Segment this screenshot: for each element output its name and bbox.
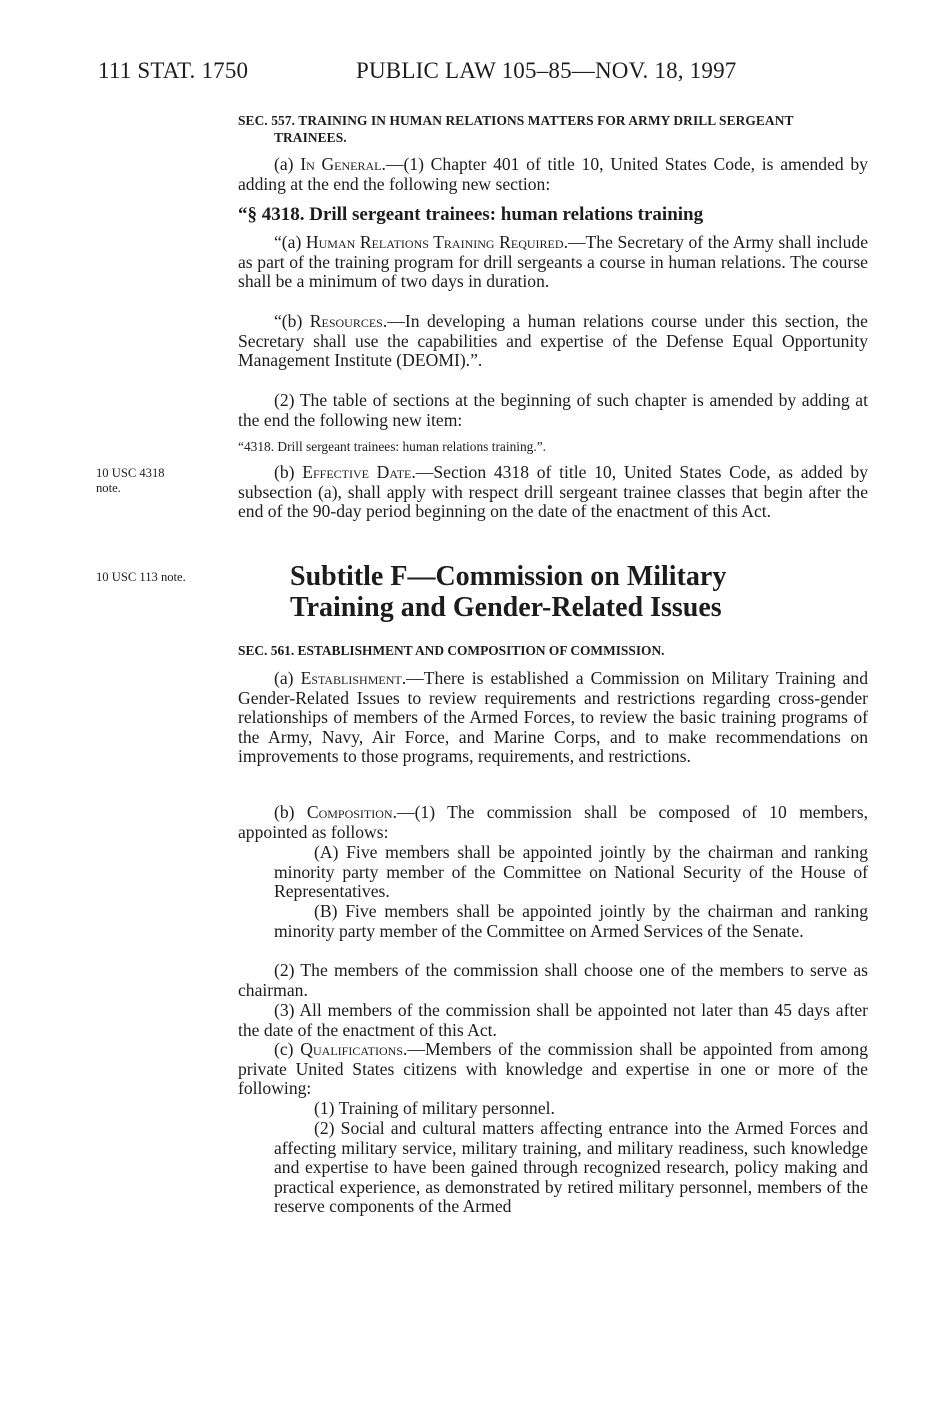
public-law-reference: PUBLIC LAW 105–85—NOV. 18, 1997 [356,58,737,83]
sec-561-subsection-a: (a) Establishment.—There is established a Commission on Military Training and Gender-Related Issues to review requirements and restrictions regarding cross-gender relationships of members of the Armed Forces, to review the basic training programs of the Army, Navy, Air Force, and Marine Corps, and to make recommendations on improvements to those programs, requirements, and restrictions. [238,668,869,767]
sec-561-b-1-B: (B) Five members shall be appointed jointly by the chairman and ranking minority party member of the Committee on Armed Services of the Senate. [274,901,868,941]
sec-561-c-2: (2) Social and cultural matters affecting entrance into the Armed Forces and affecting military service, military training, and military readiness, such knowledge and expertise to have been gained through recognized research, policy making and practical experience, as demonstrated by retired military personnel, members of the reserve components of the Armed [274,1118,868,1217]
sec-557-heading: SEC. 557. TRAINING IN HUMAN RELATIONS MATTERS FOR ARMY DRILL SERGEANT TRAINEES. [238,113,794,145]
sec-557-subsection-a: (a) In General.—(1) Chapter 401 of title 10, United States Code, is amended by adding at the end the following new section: [238,154,868,194]
margin-note-10-usc-4318: 10 USC 4318 note. [96,466,165,495]
sec-561-subsection-b: (b) Composition.—(1) The commission shall be composed of 10 members, appointed as follows: [238,802,868,842]
section-4318-a: “(a) Human Relations Training Required.—The Secretary of the Army shall include as part of the training program for drill sergeants a course in human relations. The course shall be a minimum of two days in duration. [238,232,869,292]
sec-557-a-2: (2) The table of sections at the beginning of such chapter is amended by adding at the end the following new item: [238,390,868,430]
sec-561-subsection-c: (c) Qualifications.—Members of the commission shall be appointed from among private United States citizens with knowledge and expertise in one or more of the following: [238,1039,868,1099]
section-4318-b: “(b) Resources.—In developing a human relations course under this section, the Secretary shall use the capabilities and expertise of the Defense Equal Opportunity Management Institute (DEOMI).”. [238,311,868,371]
sec-561-heading: SEC. 561. ESTABLISHMENT AND COMPOSITION OF COMMISSION. [238,643,665,658]
sec-561-b-1-A: (A) Five members shall be appointed jointly by the chairman and ranking minority party member of the Committee on National Security of the House of Representatives. [274,842,868,902]
sec-561-b-2: (2) The members of the commission shall choose one of the members to serve as chairman. [238,960,868,1000]
sec-557-subsection-b: (b) Effective Date.—Section 4318 of title 10, United States Code, as added by subsection (a), shall apply with respect drill sergeant trainee classes that begin after the end of the 90-day period beginning on the date of the enactment of this Act. [238,462,868,522]
page-reference: 111 STAT. 1750 [98,58,249,83]
sec-561-b-3: (3) All members of the commission shall be appointed not later than 45 days after the date of the enactment of this Act. [238,1000,868,1040]
new-section-4318-heading: “§ 4318. Drill sergeant trainees: human relations training [238,204,704,225]
margin-note-10-usc-113: 10 USC 113 note. [96,570,186,584]
table-of-sections-item: “4318. Drill sergeant trainees: human relations training.”. [238,439,547,454]
subtitle-f-heading: Subtitle F—Commission on Military Training and Gender-Related Issues [290,561,727,623]
sec-561-c-1: (1) Training of military personnel. [314,1098,555,1118]
